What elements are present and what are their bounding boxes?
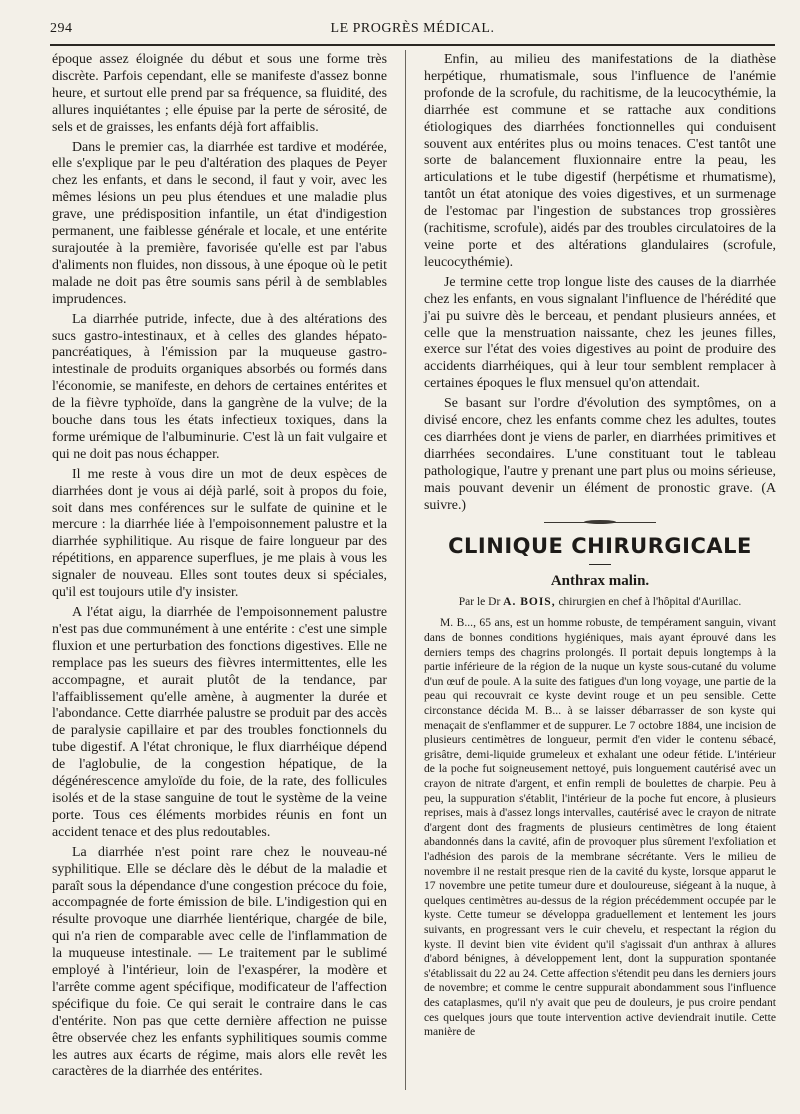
running-head: LE PROGRÈS MÉDICAL. [330,21,495,36]
right-column [424,52,776,1040]
byline-prefix: Par le Dr [458,596,501,609]
left-column [52,52,387,1084]
paragraph: La diarrhée n'est point rare chez le nouveau-né syphilitique. Elle se déclare dès le début de la maladie et paraît sous la dépendance d'une congestion précoce du foie, accompagnée de forte émission de bile. L'indigestion qui en résulte provoque une diarrhée lientérique, chargée de bile, qui n'a rien de comparable avec celle de l'inflammation de la muqueuse intestinale. — Le traitement par le sublimé employé à l'intérieur, loin de l'exaspérer, la modère et l'arrête comme agent spécifique, modificateur de l'affection spécifique du foie. Ce qui serait le contraire dans le cas d'entérite. Non pas que cette dernière affection ne puisse être observée chez les enfants syphilitiques soumis comme les autres aux écarts de régime, mais alors elle revêt les caractères de la diarrhée des entérites. [52,844,387,1080]
page-header [50,18,775,44]
byline [424,596,776,608]
paragraph: A l'état aigu, la diarrhée de l'empoisonnement palustre n'est pas due communément à une entérite : c'est une simple fluxion et une perturbation des fonctions digestives. Elle ne remplace pas les sueurs des fièvres intermittentes, elle les accompagne, et aurait plutôt de la tendance, par l'affaiblissement qu'elle amène, à augmenter la durée et l'abondance. Cette diarrhée palustre se produit par des accès de paralysie capillaire et par des troubles fonctionnels du tube digestif. A l'état chronique, le flux diarrhéique dépend de l'aglobulie, de la congestion hépatique, de la dégénérescence amyloïde du foie, de la rate, des follicules isolés et de la stase sanguine de tout le système de la veine porte. Tous ces éléments morbides réunis en font un accident tenace et des plus redoutables. [52,605,387,840]
byline-author: A. BOIS, [503,596,556,609]
section-title: CLINIQUE CHIRURGICALE [448,534,752,559]
paragraph: Enfin, au milieu des manifestations de la diathèse herpétique, rhumatismale, sous l'influence de l'anémie profonde de la scrofule, du rachitisme, de la leucocythémie, la diarrhée est commune et se rattache aux conditions étiologiques des diarrhées fonctionnelles qui conduisent souvent aux entérites plus ou moins tenaces. C'est tantôt une sorte de balancement fluxionnaire entre la peau, les articulations et le tube digestif (herpétisme et rhumatisme), tantôt un état atonique des voies digestives, et un surmenage de l'estomac par l'ingestion de substances trop grossières (rachitisme, scrofule), aidés par des troubles circulatoires de la veine porte et des altérations glandulaires (scrofule, leucocythémie). [424,52,776,270]
paragraph: Il me reste à vous dire un mot de deux espèces de diarrhées dont je vous ai déjà parlé, soit à propos du foie, soit dans mes conférences sur le sulfate de quinine et le mercure : la diarrhée liée à l'empoisonnement palustre et la diarrhée syphilitique. Au risque de faire longueur par des répétitions, en apparence superflues, je me plais à vous les signaler de nouveau. Elles sont toutes deux si spéciales, qu'il est toujours utile d'y insister. [52,466,387,601]
paragraph: époque assez éloignée du début et sous une forme très discrète. Parfois cependant, elle se manifeste d'assez bonne heure, et surtout elle prend par sa fréquence, sa fluidité, des allures inquiétantes ; elle épuise par la perte de sérosité, de sels et de graisses, les enfants déjà fort affaiblis. [52,52,387,135]
page-number: 294 [50,21,73,36]
case-report-text: M. B..., 65 ans, est un homme robuste, de tempérament sanguin, vivant dans de bonnes conditions hygiéniques, mais ayant éprouvé dans les derniers temps des chagrins prolongés. Il portait depuis longtemps à la partie inférieure de la région de la nuque un kyste sous-cutané du volume d'un œuf de poule. A la suite des fatigues d'un long voyage, une partie de la peau qui recouvrait ce kyste devint rouge et un peu sensible. Cette circonstance décida M. B... à se laisser débarrasser de son kyste qui menaçait de s'enflammer et de suppurer. Le 7 octobre 1884, une incision de plusieurs centimètres de longueur, permit d'en vider le contenu sébacé, grisâtre, demi-liquide grumeleux et exhalant une odeur fétide. L'intérieur de la poche fut soigneusement nettoyé, puis longuement cautérisé avec un crayon de nitrate d'argent, et enfin rempli de boulettes de charpie. Peu à peu, la suppuration s'établit, l'intérieur de la poche fut encore, à plusieurs reprises, mais à d'assez longs intervalles, cautérisé avec le crayon de nitrate d'argent dont des fragments de plusieurs centimètres de long étaient abandonnés dans la cavité, afin de provoquer plus sûrement l'exfoliation et l'adhésion des parois de la membrane sécrétante. Vers le milieu de novembre il ne restait presque rien de la cavité du kyste, lorsque apparut le 17 novembre une petite tumeur dure et douloureuse, siégeant à la nuque, à quelques centimètres au-dessus de la région précédemment occupée par le kyste. Cette tumeur se développa graduellement et lentement les jours suivants, en progressant vers le cuir chevelu, et respectant la région du kyste. Il devint bien vite évident qu'il s'agissait d'un anthrax à allures d'abord bénignes, à développement lent, dont la suppuration spontanée s'établissait du 22 au 24. Cette affection s'étendit peu dans les derniers jours de novembre; et comme le centre suppurait abondamment sous l'influence des cataplasmes, qu'il n'y avait que peu de douleurs, je pus croire pendant ces quelques jours que toute intervention active deviendrait inutile. Cette manière de [424,616,776,1039]
column-divider [405,50,406,1090]
paragraph: Je termine cette trop longue liste des causes de la diarrhée chez les enfants, en vous signalant l'influence de l'hérédité que j'ai pu suivre dès le berceau, et pendant plusieurs années, et celle que la menstruation naissante, chez les jeunes filles, exerce sur l'état des voies digestives au point de produire des accidents diarrhéiques, qui à leur tour semblent remplacer à certaines époques le flux mensuel qu'on attendait. [424,274,776,392]
paragraph: La diarrhée putride, infecte, due à des altérations des sucs gastro-intestinaux, et à celles des glandes hépato-pancréatiques, à l'émission par la muqueuse gastro-intestinale de produits organiques absorbés ou formés dans l'économie, se manifeste, en dehors de certaines entérites et de la fièvre typhoïde, dans la gangrène de la vulve; de la bouche dans tous les états infectieux toxiques, dans la forme urémique de l'albuminurie. C'est là un fait vulgaire et qui ne doit pas nous échapper. [52,311,387,462]
paragraph: Dans le premier cas, la diarrhée est tardive et modérée, elle s'explique par le peu d'altération des plaques de Peyer chez les enfants, et dans le second, il faut y voir, avec les mêmes lésions un peu plus étendues et une maladie plus grave, une prédisposition infantile, un état d'indigestion permanent, une faiblesse générale et locale, et une entérite surajoutée à la première, favorisée qu'elle est par l'abus d'aliments non fluides, non dissous, à une époque où le petit malade ne doit pas être soumis sans péril à de semblables imprudences. [52,139,387,307]
header-rule [50,44,775,46]
article-title: Anthrax malin. [550,573,650,590]
byline-suffix: chirurgien en chef à l'hôpital d'Aurillac. [558,596,742,609]
title-rule [589,564,611,565]
section-ornament [424,518,776,528]
paragraph: Se basant sur l'ordre d'évolution des symptômes, on a divisé encore, chez les enfants comme chez les adultes, toutes ces diarrhées dont je viens de parler, en diarrhées primitives et diarrhées secondaires. L'une constituant tout le tableau pathologique, l'autre y prenant une part plus ou moins sérieuse, mais pouvant devenir un élément de pronostic grave. (A suivre.) [424,396,776,513]
